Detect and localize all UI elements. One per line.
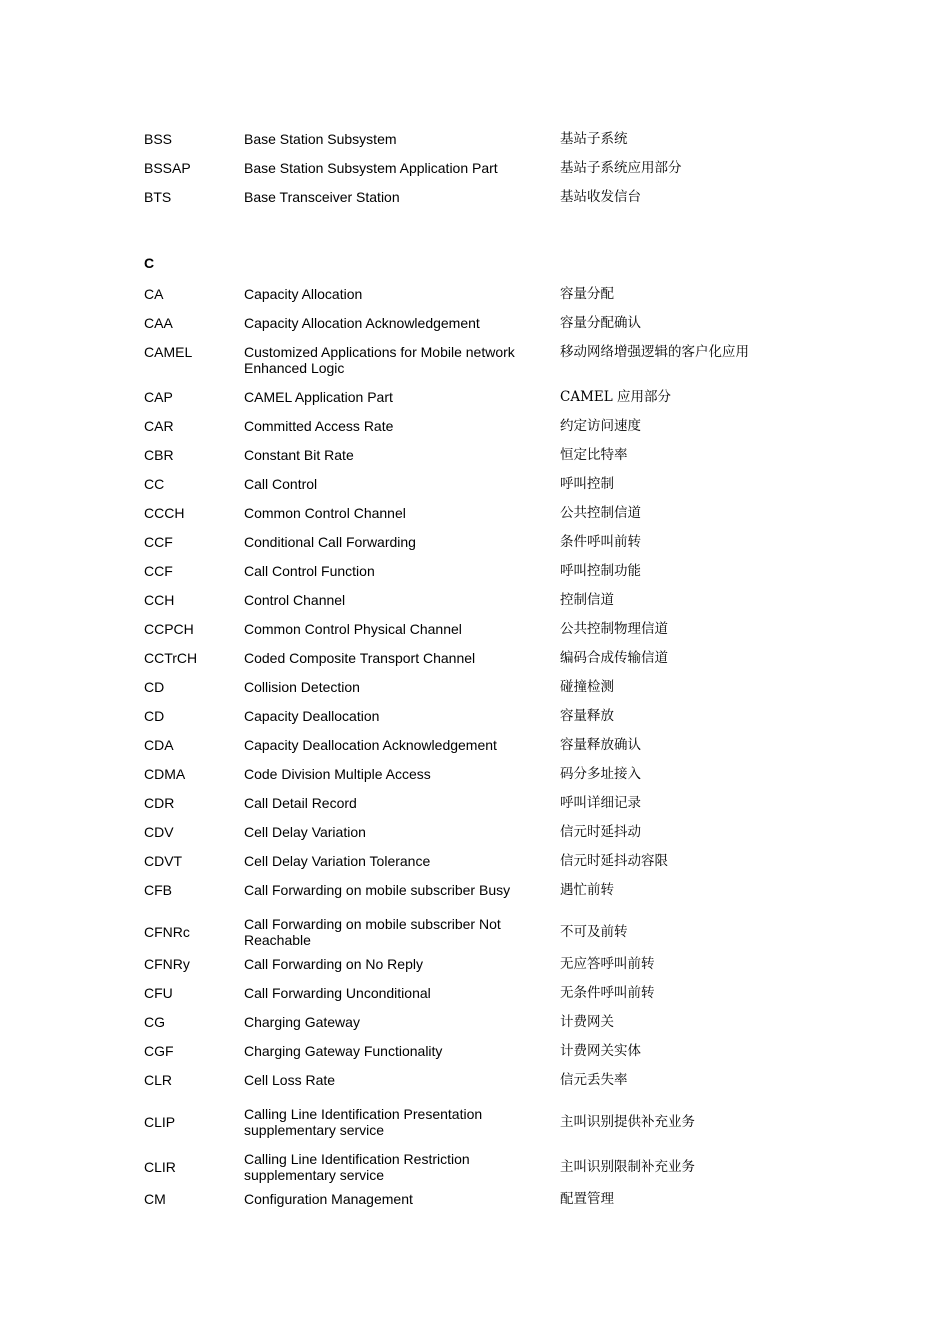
glossary-row bbox=[144, 186, 824, 215]
english-term: Call Forwarding on mobile subscriber Busy bbox=[244, 882, 511, 898]
glossary-row bbox=[144, 386, 824, 415]
section-gap bbox=[144, 215, 824, 252]
chinese-term: 编码合成传输信道 bbox=[560, 650, 668, 666]
chinese-term: 不可及前转 bbox=[560, 924, 628, 940]
glossary-row bbox=[144, 953, 824, 982]
abbreviation: CLIP bbox=[144, 1114, 176, 1130]
glossary-row bbox=[144, 1011, 824, 1040]
abbreviation: CFNRc bbox=[144, 924, 190, 940]
english-term: Base Station Subsystem Application Part bbox=[244, 160, 498, 176]
glossary-row bbox=[144, 618, 824, 647]
glossary-row bbox=[144, 647, 824, 676]
section-c-heading: C bbox=[144, 255, 155, 271]
glossary-row bbox=[144, 821, 824, 850]
english-term: Code Division Multiple Access bbox=[244, 766, 431, 782]
glossary-row bbox=[144, 908, 824, 953]
glossary-row bbox=[144, 560, 824, 589]
glossary-row bbox=[144, 705, 824, 734]
chinese-term: 容量分配确认 bbox=[560, 315, 641, 331]
english-term: Capacity Allocation Acknowledgement bbox=[244, 315, 480, 331]
glossary-row bbox=[144, 1040, 824, 1069]
glossary-row bbox=[144, 734, 824, 763]
abbreviation: CCTrCH bbox=[144, 650, 198, 666]
abbreviation: CFB bbox=[144, 882, 172, 898]
chinese-term: 遇忙前转 bbox=[560, 882, 614, 898]
abbreviation: CD bbox=[144, 679, 165, 695]
abbreviation: CAP bbox=[144, 389, 173, 405]
glossary-row bbox=[144, 415, 824, 444]
chinese-term: 容量分配 bbox=[560, 286, 614, 302]
english-term: Capacity Deallocation Acknowledgement bbox=[244, 737, 497, 753]
chinese-term: CAMEL 应用部分 bbox=[560, 389, 672, 405]
english-term: Conditional Call Forwarding bbox=[244, 534, 416, 550]
glossary-row bbox=[144, 312, 824, 341]
glossary-row bbox=[144, 1188, 824, 1217]
abbreviation: CDV bbox=[144, 824, 174, 840]
glossary-row bbox=[144, 473, 824, 502]
chinese-term: 呼叫详细记录 bbox=[560, 795, 641, 811]
glossary-row bbox=[144, 128, 824, 157]
abbreviation: CDR bbox=[144, 795, 175, 811]
chinese-term: 主叫识别提供补充业务 bbox=[560, 1114, 695, 1130]
chinese-term: 信元时延抖动 bbox=[560, 824, 641, 840]
abbreviation: CCF bbox=[144, 563, 173, 579]
chinese-term: 计费网关 bbox=[560, 1014, 614, 1030]
abbreviation: BTS bbox=[144, 189, 172, 205]
abbreviation: CLIR bbox=[144, 1159, 176, 1175]
english-term: Call Detail Record bbox=[244, 795, 357, 811]
glossary-row bbox=[144, 589, 824, 618]
english-term: Constant Bit Rate bbox=[244, 447, 354, 463]
chinese-term: 恒定比特率 bbox=[560, 447, 628, 463]
english-term: Call Control Function bbox=[244, 563, 375, 579]
glossary-row bbox=[144, 157, 824, 186]
english-term: Charging Gateway bbox=[244, 1014, 360, 1030]
abbreviation: CD bbox=[144, 708, 165, 724]
english-term: Configuration Management bbox=[244, 1191, 413, 1207]
glossary-row bbox=[144, 1143, 824, 1188]
chinese-term: 码分多址接入 bbox=[560, 766, 641, 782]
glossary-row bbox=[144, 283, 824, 312]
english-term: Calling Line Identification Restriction supplementary service bbox=[244, 1151, 470, 1183]
chinese-term: 呼叫控制 bbox=[560, 476, 614, 492]
glossary bbox=[144, 128, 824, 1217]
chinese-term: 基站子系统 bbox=[560, 131, 628, 147]
chinese-term: 主叫识别限制补充业务 bbox=[560, 1159, 695, 1175]
glossary-row bbox=[144, 341, 824, 386]
abbreviation: CC bbox=[144, 476, 165, 492]
glossary-row bbox=[144, 444, 824, 473]
glossary-row bbox=[144, 850, 824, 879]
chinese-term: 公共控制物理信道 bbox=[560, 621, 668, 637]
section-b-list bbox=[144, 128, 824, 215]
english-term: Collision Detection bbox=[244, 679, 360, 695]
english-term: Calling Line Identification Presentation supplementary service bbox=[244, 1106, 483, 1138]
abbreviation: CFU bbox=[144, 985, 173, 1001]
abbreviation: CDA bbox=[144, 737, 174, 753]
english-term: Call Forwarding on mobile subscriber Not Reachable bbox=[244, 916, 501, 948]
english-term: Base Station Subsystem bbox=[244, 131, 397, 147]
glossary-row bbox=[144, 792, 824, 821]
english-term: Call Forwarding on No Reply bbox=[244, 956, 423, 972]
chinese-term: 容量释放确认 bbox=[560, 737, 641, 753]
section-c-list bbox=[144, 283, 824, 1217]
english-term: Cell Delay Variation Tolerance bbox=[244, 853, 431, 869]
chinese-term: 呼叫控制功能 bbox=[560, 563, 641, 579]
abbreviation: CFNRy bbox=[144, 956, 190, 972]
english-term: Common Control Channel bbox=[244, 505, 406, 521]
english-term: Base Transceiver Station bbox=[244, 189, 400, 205]
abbreviation: BSS bbox=[144, 131, 173, 147]
abbreviation: BSSAP bbox=[144, 160, 191, 176]
abbreviation: CCH bbox=[144, 592, 175, 608]
glossary-row bbox=[144, 879, 824, 908]
abbreviation: CCF bbox=[144, 534, 173, 550]
chinese-term: 控制信道 bbox=[560, 592, 614, 608]
abbreviation: CGF bbox=[144, 1043, 174, 1059]
abbreviation: CAR bbox=[144, 418, 174, 434]
chinese-term: 配置管理 bbox=[560, 1191, 614, 1207]
abbreviation: CA bbox=[144, 286, 164, 302]
english-term: Coded Composite Transport Channel bbox=[244, 650, 476, 666]
glossary-row bbox=[144, 1069, 824, 1098]
chinese-term: 信元时延抖动容限 bbox=[560, 853, 668, 869]
abbreviation: CAMEL bbox=[144, 344, 193, 360]
chinese-term: 无条件呼叫前转 bbox=[560, 985, 655, 1001]
glossary-row bbox=[144, 502, 824, 531]
chinese-term: 无应答呼叫前转 bbox=[560, 956, 655, 972]
english-term: Call Forwarding Unconditional bbox=[244, 985, 431, 1001]
chinese-term: 公共控制信道 bbox=[560, 505, 641, 521]
chinese-term: 计费网关实体 bbox=[560, 1043, 641, 1059]
glossary-row bbox=[144, 1098, 824, 1143]
abbreviation: CDVT bbox=[144, 853, 183, 869]
abbreviation: CCPCH bbox=[144, 621, 194, 637]
glossary-row bbox=[144, 531, 824, 560]
english-term: Capacity Allocation bbox=[244, 286, 363, 302]
english-term: CAMEL Application Part bbox=[244, 389, 393, 405]
english-term: Capacity Deallocation bbox=[244, 708, 380, 724]
glossary-row bbox=[144, 763, 824, 792]
abbreviation: CAA bbox=[144, 315, 173, 331]
english-term: Call Control bbox=[244, 476, 318, 492]
abbreviation: CLR bbox=[144, 1072, 173, 1088]
english-term: Customized Applications for Mobile network Enhanced Logic bbox=[244, 344, 515, 376]
chinese-term: 移动网络增强逻辑的客户化应用 bbox=[560, 344, 749, 360]
chinese-term: 信元丢失率 bbox=[560, 1072, 628, 1088]
english-term: Committed Access Rate bbox=[244, 418, 394, 434]
abbreviation: CG bbox=[144, 1014, 165, 1030]
abbreviation: CM bbox=[144, 1191, 166, 1207]
chinese-term: 条件呼叫前转 bbox=[560, 534, 641, 550]
abbreviation: CCCH bbox=[144, 505, 185, 521]
glossary-row bbox=[144, 676, 824, 705]
chinese-term: 基站子系统应用部分 bbox=[560, 160, 682, 176]
chinese-term: 容量释放 bbox=[560, 708, 614, 724]
abbreviation: CBR bbox=[144, 447, 174, 463]
english-term: Cell Loss Rate bbox=[244, 1072, 336, 1088]
glossary-row bbox=[144, 982, 824, 1011]
english-term: Common Control Physical Channel bbox=[244, 621, 462, 637]
chinese-term: 碰撞检测 bbox=[560, 679, 614, 695]
english-term: Cell Delay Variation bbox=[244, 824, 366, 840]
english-term: Charging Gateway Functionality bbox=[244, 1043, 443, 1059]
abbreviation: CDMA bbox=[144, 766, 186, 782]
english-term: Control Channel bbox=[244, 592, 346, 608]
chinese-term: 约定访问速度 bbox=[560, 418, 641, 434]
chinese-term: 基站收发信台 bbox=[560, 189, 641, 205]
